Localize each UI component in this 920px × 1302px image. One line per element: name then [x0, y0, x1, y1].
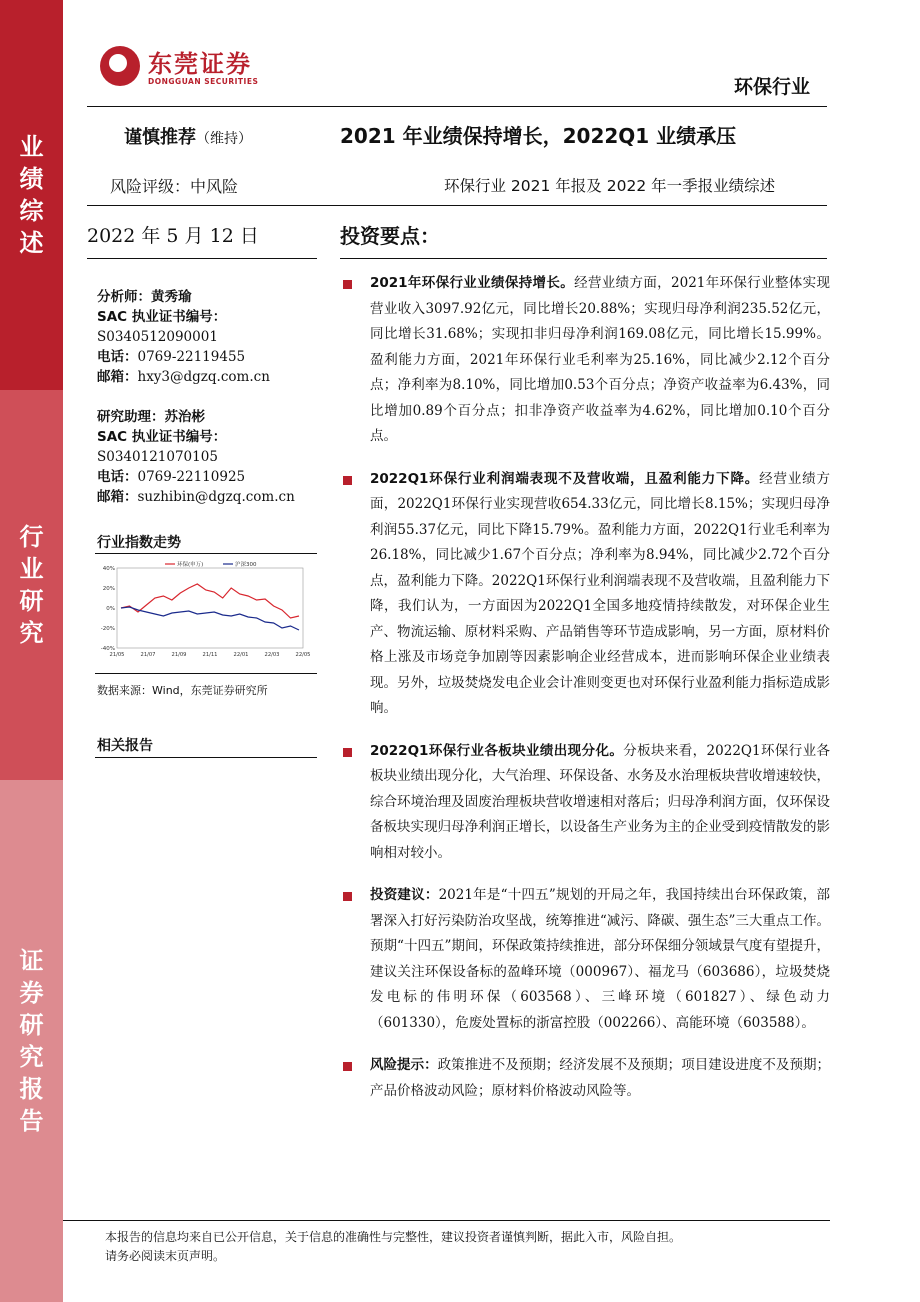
- y-tick-label: 0%: [106, 606, 115, 612]
- key-point: [340, 271, 830, 450]
- cert-label: SAC 执业证书编号：: [97, 309, 227, 325]
- related-divider: [95, 757, 317, 758]
- x-tick-label: 22/05: [295, 652, 310, 658]
- rating: [124, 123, 252, 149]
- key-point-body: 2021年是“十四五”规划的开局之年，我国持续出台环保政策，部署深入打好污染防治攻坚战，统筹推进“减污、降碳、强生态”三大重点工作。预期“十四五”期间，环保政策持续推进，部分环保细分领域景气度有望提升，建议关注环保设备标的盈峰环境（000967）、福龙马（603686），垃圾焚烧发电标的伟明环保（603568）、三峰环境（601827）、绿色动力（601330），危废处置标的浙富控股（002266）、高能环境（603588）。: [370, 887, 830, 1031]
- x-tick-label: 21/07: [140, 652, 156, 658]
- x-tick-label: 22/01: [233, 652, 249, 658]
- logo-mark-icon: [100, 46, 140, 86]
- phone-number: 0769-22119455: [137, 349, 246, 365]
- key-points-heading: 投资要点：: [340, 224, 440, 248]
- x-tick-label: 22/03: [264, 652, 280, 658]
- email-label: 邮箱：: [97, 489, 138, 505]
- key-point-body: 经营业绩方面，2021年环保行业整体实现营业收入3097.92亿元，同比增长20.88%；实现归母净利润235.52亿元，同比增长31.68%；实现扣非归母净利润169.08亿元，同比增长15.99%。盈利能力方面，2021年环保行业毛利率为25.16%，同比减少2.12个百分点；净利率为8.10%，同比增加0.53个百分点；净资产收益率为6.43%，同比增加0.89个百分点；扣非净资产收益率为4.62%，同比增加0.10个百分点。: [370, 275, 831, 444]
- sidebar-label: 证券研究报告: [19, 947, 44, 1135]
- y-tick-label: -20%: [100, 626, 115, 632]
- legend-label: 沪深300: [235, 562, 257, 568]
- bullet-square-icon: [343, 1062, 352, 1071]
- sidebar-section-industry: [0, 390, 63, 780]
- key-point-lead: 2022Q1环保行业利润端表现不及营收端，且盈利能力下降。: [370, 470, 760, 487]
- footer-notice: 请务必阅读末页声明。: [105, 1249, 226, 1263]
- sidebar-section-report: [0, 780, 63, 1302]
- key-point-body: 经营业绩方面，2022Q1环保行业实现营收654.33亿元，同比增长8.15%；实现归母净利润55.37亿元，同比下降15.79%。盈利能力方面，2022Q1行业毛利率为26.18%，同比减少1.67个百分点；净利率为8.94%，同比减少2.72个百分点，盈利能力下降。2022Q1环保行业利润端表现不及营收端，且盈利能力下降，我们认为，一方面因为2022Q1全国多地疫情持续散发，对环保企业生产、物流运输、原材料采购、产品销售等环节造成影响，另一方面，原材料价格上涨及市场竞争加剧等因素影响企业经营成本，进而影响环保企业业绩表现。另外，垃圾焚烧发电企业会计准则变更也对环保行业盈利能力指标造成影响。: [370, 470, 831, 716]
- chart-title-divider: [95, 553, 317, 554]
- phone-label: 电话：: [97, 349, 138, 365]
- key-point-lead: 投资建议：: [370, 887, 439, 903]
- cert-number: S0340512090001: [97, 329, 218, 345]
- plot-frame: [117, 568, 303, 648]
- y-tick-label: 40%: [102, 566, 115, 572]
- bullet-square-icon: [343, 280, 352, 289]
- logo-text-cn: 东莞证券: [148, 50, 252, 78]
- header-divider: [87, 106, 827, 107]
- sidebar-section-summary: [0, 0, 63, 390]
- report-subtitle: 环保行业 2021 年报及 2022 年一季报业绩综述: [444, 177, 776, 195]
- bullet-square-icon: [343, 748, 352, 757]
- analyst-name: 分析师：黄秀瑜: [97, 289, 192, 305]
- sidebar-label: 业绩综述: [19, 133, 44, 257]
- legend-label: 环保(申万): [177, 562, 204, 568]
- y-tick-label: -40%: [100, 646, 115, 652]
- key-point-body: 政策推进不及预期；经济发展不及预期；项目建设进度不及预期；产品价格波动风险；原材料价格波动风险等。: [370, 1057, 831, 1099]
- footer: [105, 1228, 681, 1266]
- chart-title: 行业指数走势: [97, 535, 181, 551]
- phone-label: 电话：: [97, 469, 138, 485]
- cert-number: S0340121070105: [97, 449, 218, 465]
- key-point: [340, 1053, 830, 1104]
- industry-index-chart: [95, 556, 310, 666]
- analyst-info-2: [97, 407, 295, 507]
- x-tick-label: 21/05: [109, 652, 125, 658]
- rating-main: 谨慎推荐: [124, 127, 196, 148]
- footer-divider: [63, 1220, 830, 1221]
- company-logo: [100, 44, 275, 90]
- phone-number: 0769-22110925: [137, 469, 246, 485]
- x-tick-label: 21/09: [171, 652, 187, 658]
- chart-source: 数据来源：Wind，东莞证券研究所: [97, 684, 268, 697]
- logo-text-en: DONGGUAN SECURITIES: [148, 77, 259, 86]
- report-date: 2022 年 5 月 12 日: [87, 225, 259, 247]
- email-address[interactable]: hxy3@dgzq.com.cn: [137, 369, 270, 385]
- email-label: 邮箱：: [97, 369, 138, 385]
- y-tick-label: 20%: [102, 586, 115, 592]
- analyst-name: 研究助理：苏治彬: [97, 409, 205, 425]
- key-point-lead: 2021年环保行业业绩保持增长。: [370, 275, 575, 291]
- related-reports-heading: 相关报告: [97, 738, 153, 754]
- series-line-1: [121, 607, 299, 630]
- key-point: [340, 467, 830, 722]
- key-point-lead: 风险提示：: [370, 1057, 438, 1073]
- right-divider: [340, 258, 827, 259]
- analyst-info-1: [97, 287, 270, 387]
- x-tick-label: 21/11: [202, 652, 218, 658]
- email-address[interactable]: suzhibin@dgzq.com.cn: [137, 489, 295, 505]
- sidebar-label: 行业研究: [19, 523, 44, 647]
- key-point-body: 分板块来看，2022Q1环保行业各板块业绩出现分化，大气治理、环保设备、水务及水治理板块营收增速较快，综合环境治理及固废治理板块营收增速相对落后；归母净利润方面，仅环保设备板块实现归母净利润正增长，以设备生产业务为主的企业受到疫情散发的影响相对较小。: [370, 742, 830, 861]
- bullet-square-icon: [343, 892, 352, 901]
- risk-level: 风险评级：中风险: [110, 177, 239, 196]
- industry-label: 环保行业: [733, 76, 810, 98]
- cert-label: SAC 执业证书编号：: [97, 429, 227, 445]
- key-point: [340, 883, 830, 1036]
- bullet-square-icon: [343, 476, 352, 485]
- key-point-lead: 2022Q1环保行业各板块业绩出现分化。: [370, 742, 624, 759]
- sidebar: [0, 0, 63, 1302]
- key-point: [340, 739, 830, 867]
- subtitle-divider: [87, 205, 827, 206]
- report-title: 2021 年业绩保持增长，2022Q1 业绩承压: [340, 124, 737, 148]
- rating-note: （维持）: [196, 131, 252, 147]
- key-points-list: [340, 271, 830, 1121]
- footer-disclaimer: 本报告的信息均来自已公开信息，关于信息的准确性与完整性，建议投资者谨慎判断，据此入市，风险自担。: [105, 1230, 682, 1244]
- chart-bottom-divider: [95, 673, 317, 674]
- left-divider: [87, 258, 317, 259]
